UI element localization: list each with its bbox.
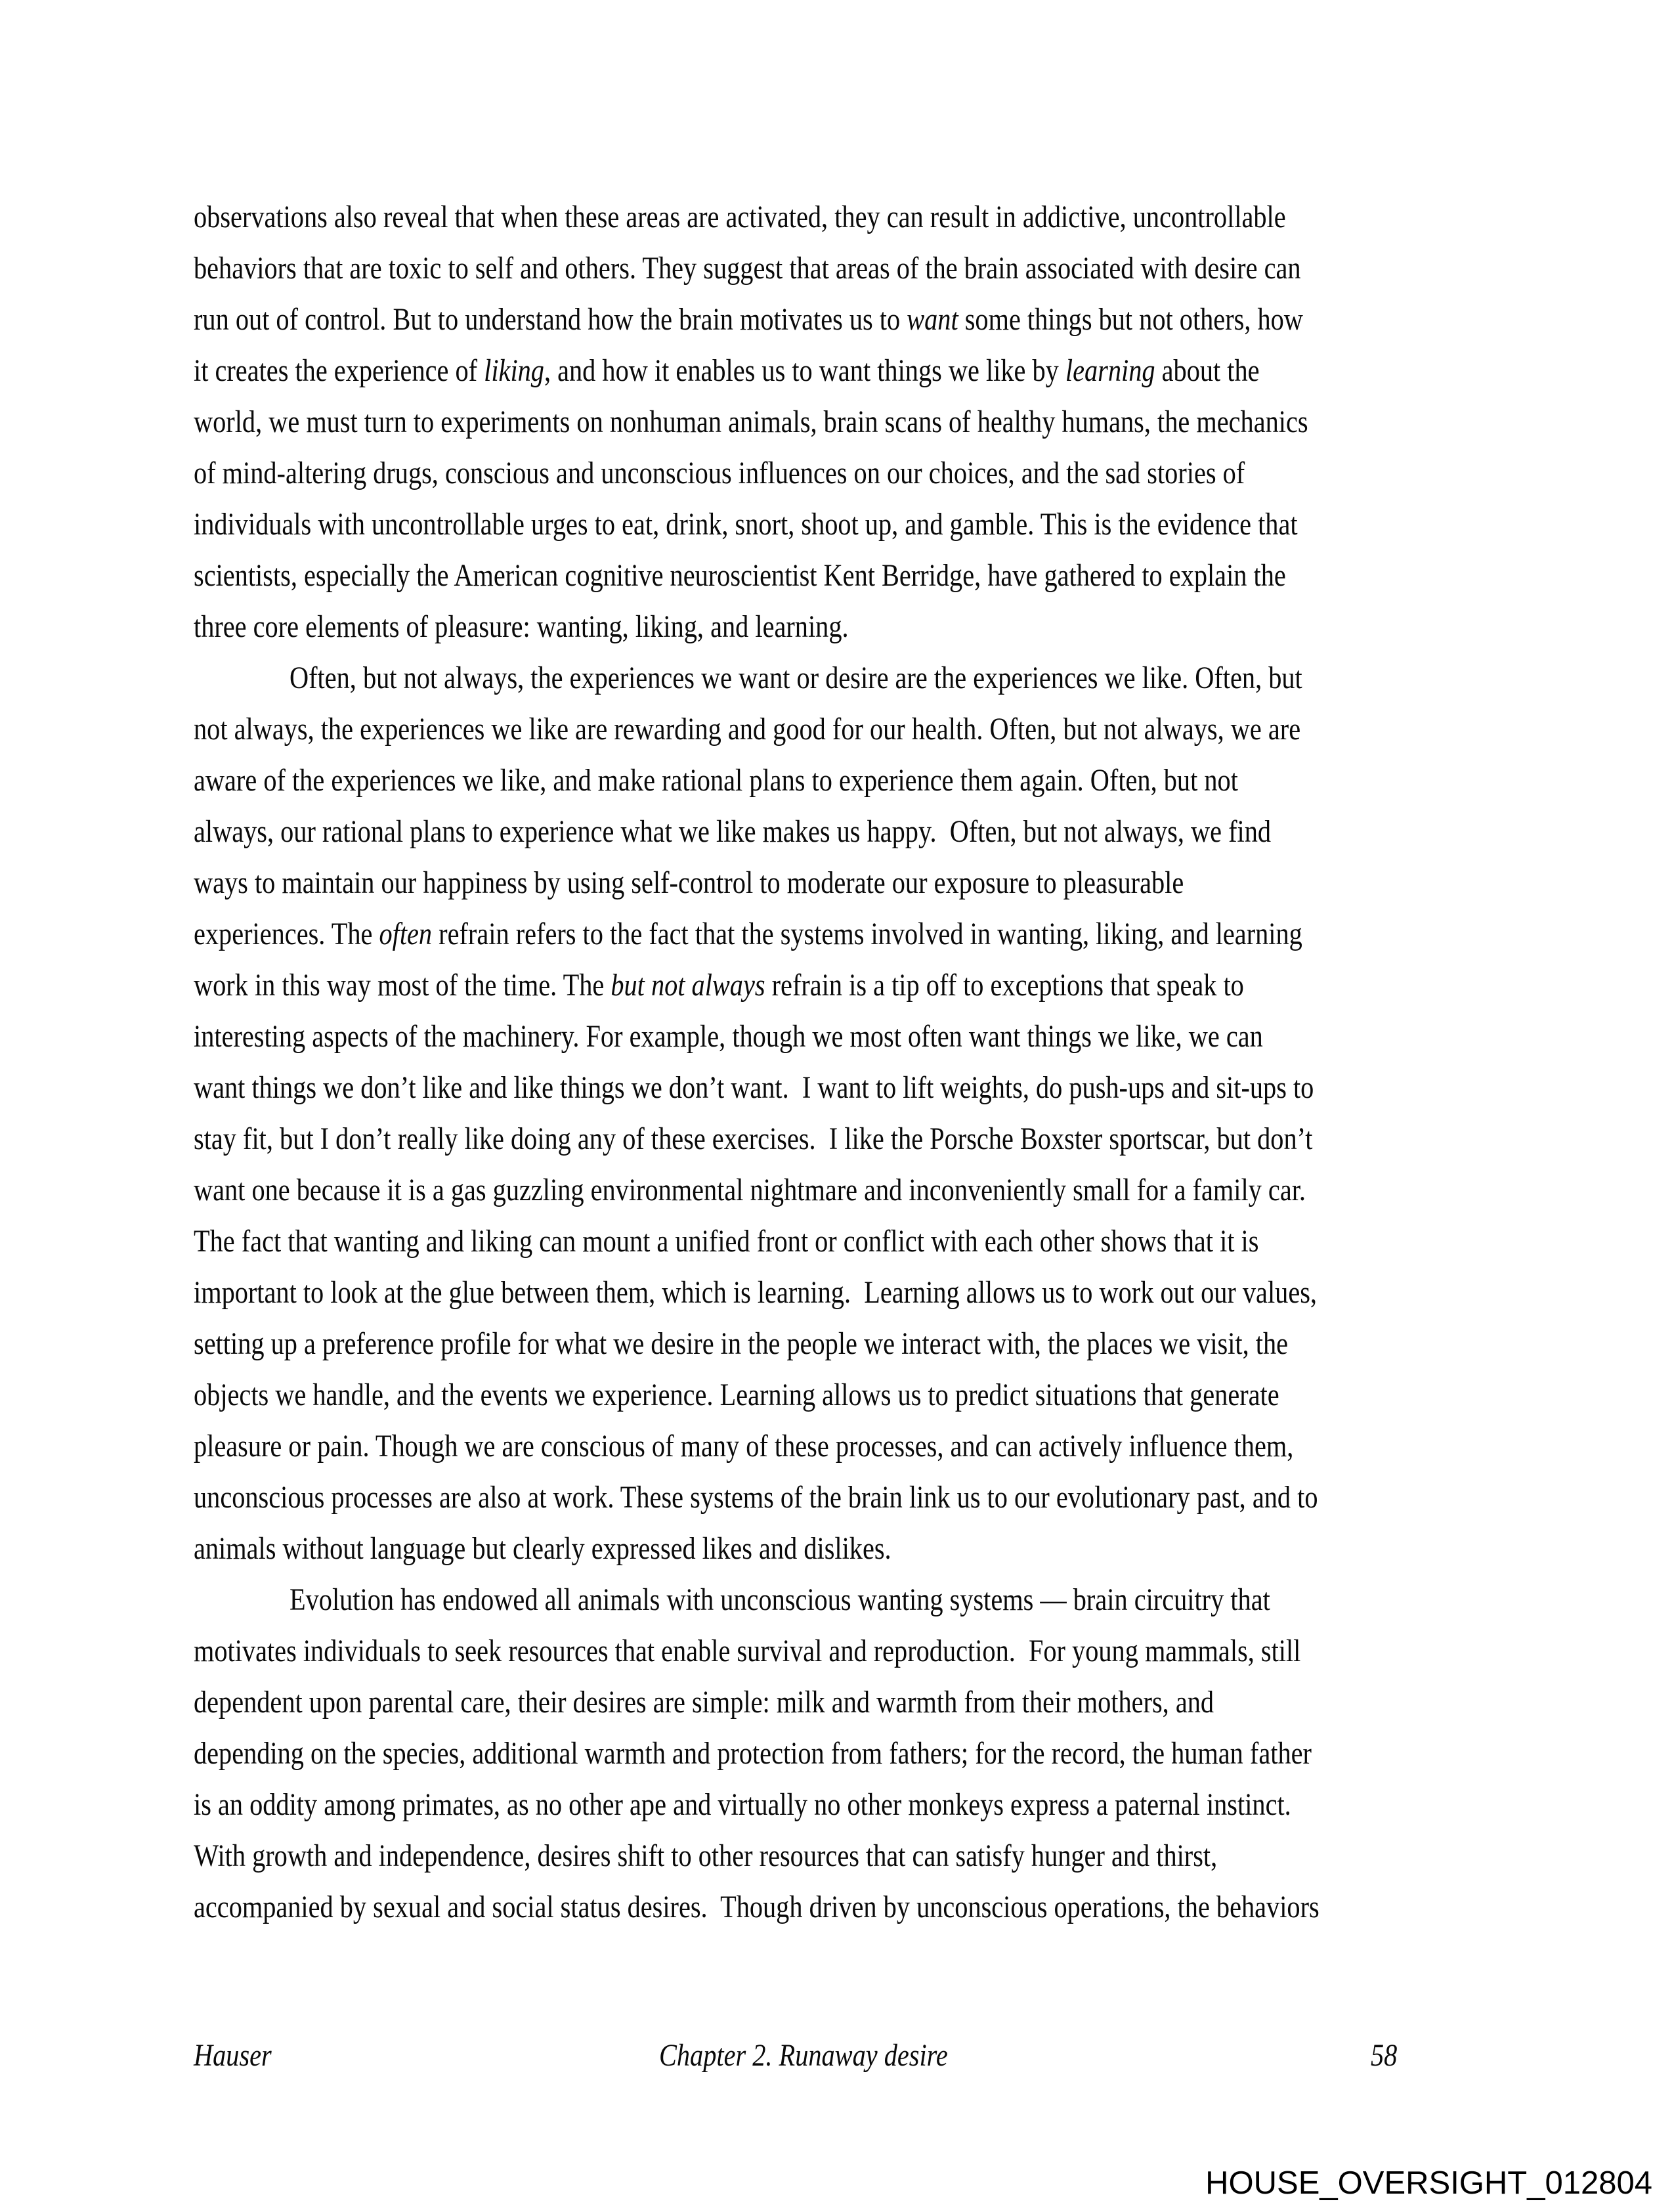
text-run: pleasure or pain. Though we are conscious of many of these processes, and can actively influence them, (194, 1429, 1294, 1464)
text-line (194, 1831, 1285, 1882)
text-run: want things we don’t like and like things we don’t want. I want to lift weights, do push-ups and sit-ups to (194, 1070, 1314, 1105)
text-run: is an oddity among primates, as no other ape and virtually no other monkeys express a paternal instinct. (194, 1787, 1291, 1822)
text-line (194, 1728, 1312, 1779)
text-run: individuals with uncontrollable urges to eat, drink, snort, shoot up, and gamble. This is the evidence that (194, 507, 1298, 542)
text-run: Often, but not always, the experiences we want or desire are the experiences we like. Often, but (290, 661, 1302, 695)
text-run: important to look at the glue between them, which is learning. Learning allows us to work out our values, (194, 1275, 1317, 1310)
text-run-italic: learning (1065, 353, 1155, 388)
text-line (194, 1165, 1306, 1216)
text-line (194, 1267, 1317, 1318)
text-line (194, 857, 1285, 909)
text-line (194, 345, 1285, 397)
text-run: objects we handle, and the events we experience. Learning allows us to predict situations that generate (194, 1377, 1279, 1412)
text-run: motivates individuals to seek resources that enable survival and reproduction. For young mammals, still (194, 1634, 1301, 1668)
text-run-italic: liking (484, 353, 544, 388)
text-run: setting up a preference profile for what we desire in the people we interact with, the places we visit, the (194, 1326, 1289, 1361)
text-run: always, our rational plans to experience what we like makes us happy. Often, but not always, we find (194, 814, 1272, 849)
text-run: , and how it enables us to want things we like by (544, 353, 1065, 388)
text-run: it creates the experience of (194, 353, 484, 388)
text-run: want one because it is a gas guzzling environmental nightmare and inconveniently small for a family car. (194, 1173, 1306, 1207)
text-line (194, 294, 1303, 345)
page-footer (0, 2030, 1674, 2081)
text-run: about the (1155, 353, 1260, 388)
text-run-italic: but not always (611, 968, 765, 1003)
text-run: some things but not others, how (958, 302, 1303, 337)
text-run-italic: want (907, 302, 958, 337)
text-run: The fact that wanting and liking can mount a unified front or conflict with each other shows that it is (194, 1224, 1259, 1259)
text-run: of mind-altering drugs, conscious and unconscious influences on our choices, and the sad stories of (194, 456, 1245, 490)
text-run-italic: often (379, 917, 433, 951)
text-run: not always, the experiences we like are rewarding and good for our health. Often, but not always, we are (194, 712, 1301, 747)
text-line (194, 499, 1298, 550)
text-line (194, 704, 1301, 755)
text-line (194, 1626, 1301, 1677)
text-line (194, 1216, 1285, 1267)
text-line (194, 243, 1301, 294)
text-line (194, 960, 1285, 1011)
text-line (290, 1574, 1301, 1626)
text-line (194, 1062, 1314, 1114)
text-line (194, 1114, 1313, 1165)
text-run: stay fit, but I don’t really like doing any of these exercises. I like the Porsche Boxster sportscar, but don’t (194, 1121, 1313, 1156)
text-run: dependent upon parental care, their desires are simple: milk and warmth from their mothers, and (194, 1685, 1214, 1720)
text-line (194, 1421, 1294, 1472)
footer-page-number: 58 (1371, 2038, 1398, 2073)
text-run: aware of the experiences we like, and make rational plans to experience them again. Often, but not (194, 763, 1238, 798)
text-run: world, we must turn to experiments on nonhuman animals, brain scans of healthy humans, the mechanics (194, 404, 1308, 439)
text-run: interesting aspects of the machinery. For example, though we most often want things we like, we can (194, 1019, 1263, 1054)
text-line (194, 1779, 1291, 1831)
text-run: With growth and independence, desires shift to other resources that can satisfy hunger and thirst, (194, 1838, 1218, 1873)
text-line (194, 1370, 1285, 1421)
text-run: Evolution has endowed all animals with unconscious wanting systems — brain circuitry that (290, 1582, 1270, 1617)
text-line (290, 653, 1301, 704)
footer-chapter-title: Chapter 2. Runaway desire (659, 2038, 948, 2073)
text-run: run out of control. But to understand how the brain motivates us to (194, 302, 907, 337)
text-line (194, 448, 1285, 499)
text-run: unconscious processes are also at work. These systems of the brain link us to our evolutionary past, and to (194, 1480, 1318, 1515)
text-line (194, 909, 1302, 960)
text-line (194, 601, 1285, 653)
text-run: animals without language but clearly expressed likes and dislikes. (194, 1531, 891, 1566)
text-run: three core elements of pleasure: wanting, liking, and learning. (194, 609, 849, 644)
text-run: scientists, especially the American cognitive neuroscientist Kent Berridge, have gathered to explain the (194, 558, 1286, 593)
text-run: refrain refers to the fact that the systems involved in wanting, liking, and learning (432, 917, 1302, 951)
text-line (194, 806, 1285, 857)
text-run: experiences. The (194, 917, 379, 951)
text-run: work in this way most of the time. The (194, 968, 611, 1003)
text-line (194, 397, 1308, 448)
text-line (194, 1472, 1318, 1523)
bates-stamp: HOUSE_OVERSIGHT_012804 (1205, 2165, 1652, 2201)
text-run: refrain is a tip off to exceptions that speak to (765, 968, 1244, 1003)
body-text (194, 192, 1493, 1933)
text-run: accompanied by sexual and social status desires. Though driven by unconscious operations, the behaviors (194, 1890, 1320, 1924)
text-line (194, 1318, 1289, 1370)
footer-author: Hauser (194, 2038, 272, 2073)
text-line (194, 755, 1285, 806)
text-run: depending on the species, additional warmth and protection from fathers; for the record, the human father (194, 1736, 1312, 1771)
text-line (194, 550, 1285, 601)
text-line (194, 1882, 1320, 1933)
text-run: behaviors that are toxic to self and others. They suggest that areas of the brain associated with desire can (194, 251, 1301, 286)
text-line (194, 192, 1285, 243)
text-line (194, 1677, 1285, 1728)
text-run: ways to maintain our happiness by using self-control to moderate our exposure to pleasurable (194, 865, 1184, 900)
text-line (194, 1011, 1285, 1062)
text-line (194, 1523, 1285, 1574)
text-run: observations also reveal that when these areas are activated, they can result in addictive, uncontrollable (194, 200, 1286, 234)
